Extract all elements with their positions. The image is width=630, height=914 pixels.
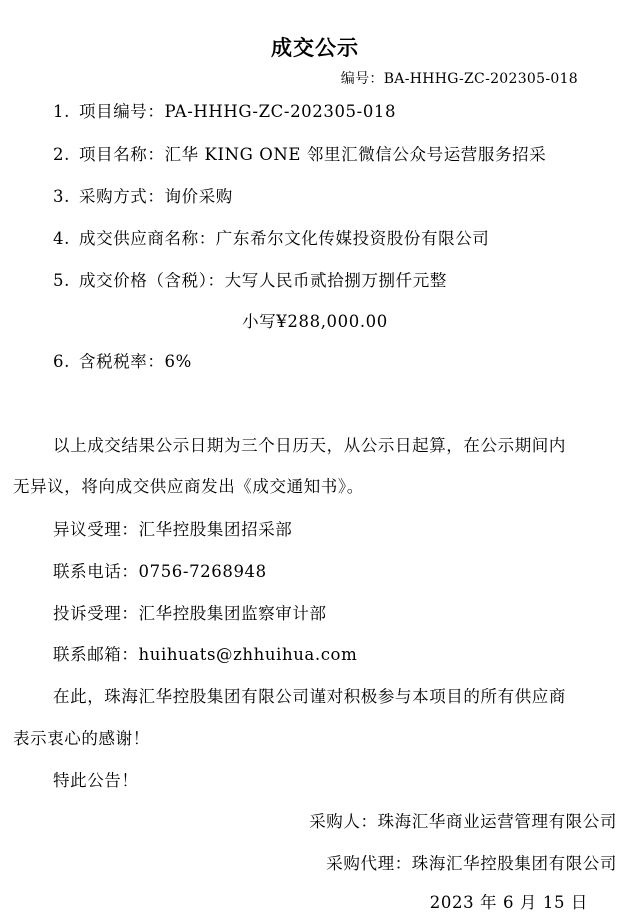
- item-text-project-number: 项目编号：PA-HHHG-ZC-202305-018: [79, 102, 397, 121]
- item-number: 6.: [53, 352, 70, 371]
- list-item: [53, 225, 489, 249]
- document-number: 编号：BA-HHHG-ZC-202305-018: [340, 71, 578, 87]
- thanks-paragraph-line-1: 在此，珠海汇华控股集团有限公司谨对积极参与本项目的所有供应商: [53, 687, 566, 706]
- item-text-tax-rate: 含税税率：6%: [79, 352, 192, 371]
- item-number: 3.: [53, 187, 70, 206]
- item-number: 4.: [53, 229, 70, 248]
- item-number: 2.: [53, 145, 70, 164]
- email-contact: 联系邮箱：huihuats@zhhuihua.com: [53, 645, 358, 664]
- list-item: [53, 98, 396, 122]
- list-item: [53, 141, 546, 165]
- notice-date: 2023 年 6 月 15 日: [429, 893, 588, 912]
- price-lowercase: 小写¥288,000.00: [242, 312, 388, 331]
- item-text-supplier-name: 成交供应商名称：广东希尔文化传媒投资股份有限公司: [79, 229, 490, 248]
- list-item: [53, 267, 447, 291]
- announcement-closing: 特此公告！: [53, 771, 139, 790]
- item-number: 5.: [53, 271, 70, 290]
- item-text-procurement-method: 采购方式：询价采购: [79, 187, 233, 206]
- notice-paragraph-line-2: 无异议，将向成交供应商发出《成交通知书》。: [13, 477, 364, 496]
- phone-contact: 联系电话：0756-7268948: [53, 562, 267, 581]
- purchaser-signature: 采购人：珠海汇华商业运营管理有限公司: [309, 812, 617, 831]
- item-text-price-uppercase: 成交价格（含税）：大写人民币贰拾捌万捌仟元整: [79, 271, 447, 290]
- objection-contact: 异议受理：汇华控股集团招采部: [53, 520, 293, 539]
- notice-paragraph-line-1: 以上成交结果公示日期为三个日历天，从公示日起算，在公示期间内: [53, 436, 566, 455]
- item-text-project-name: 项目名称：汇华 KING ONE 邻里汇微信公众号运营服务招采: [79, 145, 547, 164]
- complaint-contact: 投诉受理：汇华控股集团监察审计部: [53, 604, 327, 623]
- list-item: [53, 348, 192, 372]
- thanks-paragraph-line-2: 表示衷心的感谢！: [13, 729, 150, 748]
- item-number: 1.: [53, 102, 70, 121]
- page-title: 成交公示: [271, 35, 359, 60]
- agent-signature: 采购代理：珠海汇华控股集团有限公司: [326, 854, 617, 873]
- list-item: [53, 183, 233, 207]
